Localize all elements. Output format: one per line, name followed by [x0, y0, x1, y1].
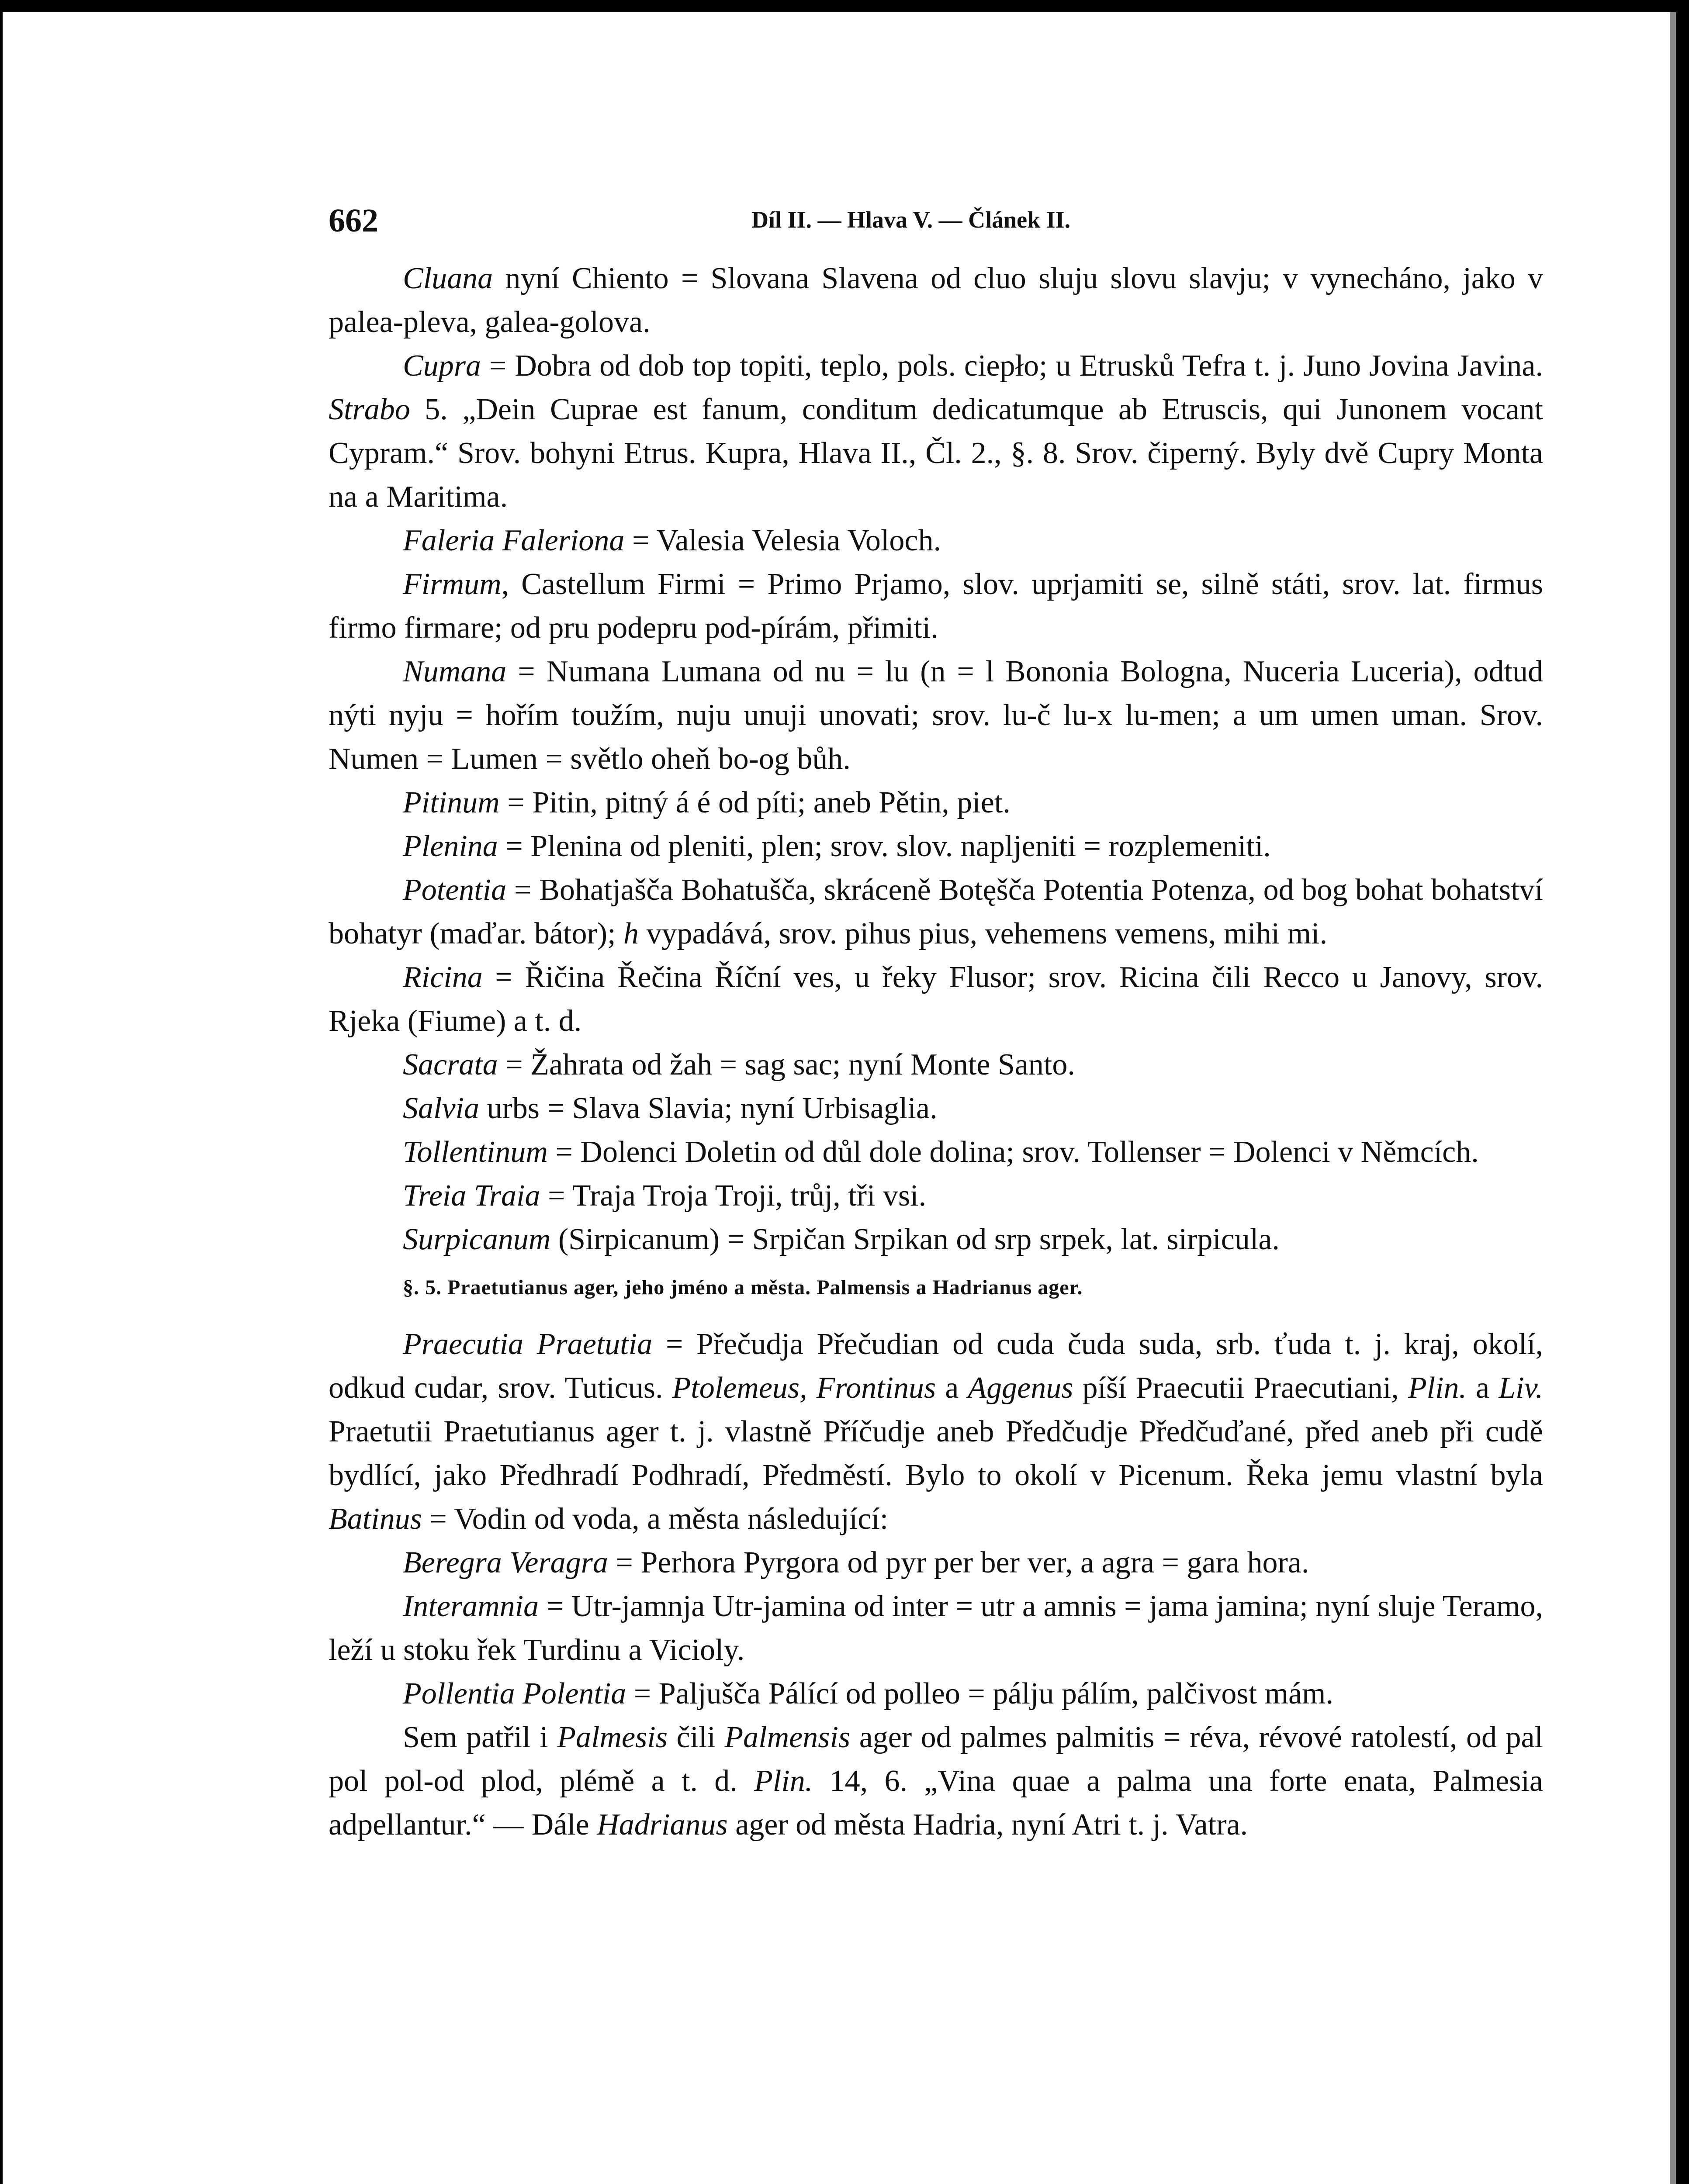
- entry-term: Aggenus: [968, 1371, 1073, 1405]
- entry-term: Pitinum: [403, 786, 500, 819]
- entry-interamnia: [329, 1585, 1543, 1672]
- scan-border-top: [0, 0, 1689, 12]
- entry-text: Sem patřil i: [403, 1721, 557, 1754]
- entry-beregra: [329, 1541, 1543, 1585]
- entry-text: a: [936, 1371, 968, 1405]
- running-head: Díl II. — Hlava V. — Článek II.: [751, 207, 1071, 233]
- entry-term: Beregra Veragra: [403, 1546, 608, 1579]
- entry-text: = Perhora Pyrgora od pyr per ber ver, a agra = gara hora.: [608, 1546, 1309, 1579]
- entry-term: Tollentinum: [403, 1135, 548, 1169]
- entry-sacrata: [329, 1043, 1543, 1087]
- scan-border-shadow: [1670, 12, 1676, 2184]
- page-header: [329, 202, 1543, 237]
- entry-text: (Sirpicanum) = Srpičan Srpikan od srp srpek, lat. sirpicula.: [550, 1223, 1280, 1256]
- entry-term: Palmensis: [724, 1721, 851, 1754]
- entry-term: Surpicanum: [403, 1223, 551, 1256]
- entry-term: Plin.: [754, 1764, 813, 1798]
- entry-text: a: [1467, 1371, 1499, 1405]
- entry-term: Firmum: [403, 567, 502, 601]
- entry-term: Salvia: [403, 1092, 479, 1125]
- entry-text: 14, 6. „Vina quae a palma una forte enata, Palmesia adpellantur.“ — Dále: [329, 1764, 1543, 1842]
- entry-pollentia: [329, 1672, 1543, 1716]
- entry-cluana: [329, 257, 1543, 344]
- entry-pitinum: [329, 781, 1543, 825]
- section-heading: §. 5. Praetutianus ager, jeho jméno a města. Palmensis a Hadrianus ager.: [403, 1276, 1083, 1299]
- entry-text: urbs = Slava Slavia; nyní Urbisaglia.: [479, 1092, 938, 1125]
- entry-surpicanum: [329, 1218, 1543, 1261]
- entry-term: Hadrianus: [597, 1808, 728, 1842]
- entry-plenina: [329, 825, 1543, 868]
- entry-text: píší Praecutii Praecutiani,: [1073, 1371, 1408, 1405]
- entry-text: = Paljušča Pálící od polleo = pálju pálím, palčivost mám.: [626, 1677, 1333, 1711]
- entry-faleria: [329, 519, 1543, 563]
- entry-term: Pollentia Polentia: [403, 1677, 626, 1711]
- body-text: [329, 257, 1543, 1847]
- entry-term: Plin.: [1408, 1371, 1467, 1405]
- entry-text: = Utr-jamnja Utr-jamina od inter = utr a amnis = jama jamina; nyní sluje Teramo, leží u stoku řek Turdinu a Vicioly.: [329, 1590, 1543, 1667]
- entry-salvia: [329, 1087, 1543, 1130]
- entry-tollentinum: [329, 1130, 1543, 1174]
- entry-term: Batinus: [329, 1502, 422, 1536]
- scan-border-left: [0, 0, 3, 2184]
- entry-text: = Žahrata od žah = sag sac; nyní Monte Santo.: [498, 1048, 1075, 1082]
- entry-text: = Dolenci Doletin od důl dole dolina; srov. Tollenser = Dolenci v Němcích.: [547, 1135, 1479, 1169]
- entry-text: = Vodin od voda, a města následující:: [422, 1502, 889, 1536]
- entry-term: Ricina: [403, 961, 483, 994]
- entry-text: = Pitin, pitný á é od píti; aneb Pětin, piet.: [499, 786, 1011, 819]
- entry-text: čili: [667, 1721, 725, 1754]
- entry-term: Sacrata: [403, 1048, 498, 1082]
- entry-term: Interamnia: [403, 1590, 539, 1623]
- entry-cupra: [329, 344, 1543, 519]
- entry-term: h: [623, 917, 639, 950]
- entry-term: Ptolemeus, Frontinus: [672, 1371, 936, 1405]
- entry-text: ager od města Hadria, nyní Atri t. j. Vatra.: [727, 1808, 1248, 1842]
- entry-text: = Plenina od pleniti, plen; srov. slov. napljeniti = rozplemeniti.: [498, 829, 1271, 863]
- entry-potentia: [329, 868, 1543, 956]
- entry-text: = Numana Lumana od nu = lu (n = l Bononia Bologna, Nuceria Luceria), odtud nýti nyju = hořím toužím, nuju unuji unovati; srov. lu-č lu-x lu-men; a um umen uman. Srov. Numen = Lumen = světlo oheň bo-og bůh.: [329, 655, 1543, 776]
- scan-border-right: [1676, 0, 1689, 2184]
- entry-numana: [329, 650, 1543, 781]
- entry-praecutia: [329, 1323, 1543, 1541]
- entry-ricina: [329, 956, 1543, 1043]
- entry-palmensis: [329, 1716, 1543, 1847]
- entry-text: = Dobra od dob top topiti, teplo, pols. ciepło; u Etrusků Tefra t. j. Juno Jovina Javina.: [481, 349, 1543, 383]
- entry-term: Praecutia Praetutia: [403, 1327, 653, 1361]
- entry-term: Plenina: [403, 829, 498, 863]
- entry-term: Liv.: [1499, 1371, 1543, 1405]
- entry-text: Praetutii Praetutianus ager t. j. vlastně Příčudje aneb Předčudje Předčuďané, před aneb při cudě bydlící, jako Předhradí Podhradí, Předměstí. Bylo to okolí v Picenum. Řeka jemu vlastní byla: [329, 1415, 1543, 1492]
- entry-text: ager od palmes palmitis = réva, révové ratolestí, od pal pol pol-od plod, plémě a t. d.: [329, 1721, 1544, 1798]
- entry-text: = Bohatjašča Bohatušča, skráceně Botęšča Potentia Potenza, od bog bohat bohatství bohatyr (maďar. bátor);: [329, 873, 1543, 950]
- entry-term: Potentia: [403, 873, 507, 907]
- entry-text: = Přečudja Přečudian od cuda čuda suda, srb. ťuda t. j. kraj, okolí, odkud cudar, srov. Tuticus.: [329, 1327, 1544, 1405]
- entry-term: Numana: [403, 655, 507, 688]
- entry-text: = Řičina Řečina Říční ves, u řeky Flusor; srov. Ricina čili Recco u Janovy, srov. Rjeka (Fiume) a t. d.: [329, 961, 1543, 1038]
- entry-term: Cupra: [403, 349, 481, 383]
- entry-treia: [329, 1174, 1543, 1218]
- entry-term: Cluana: [403, 262, 493, 295]
- entry-text: 5. „Dein Cuprae est fanum, conditum dedicatumque ab Etruscis, qui Junonem vocant Cypram.“ Srov. bohyni Etrus. Kupra, Hlava II., Čl. 2., §. 8. Srov. čiperný. Byly dvě Cupry Monta na a Maritima.: [329, 393, 1543, 514]
- entry-text: nyní Chiento = Slovana Slavena od cluo sluju slovu slavju; v vynecháno, jako v palea-pleva, galea-golova.: [329, 262, 1543, 339]
- entry-text: vypadává, srov. pihus pius, vehemens vemens, mihi mi.: [639, 917, 1328, 950]
- entry-term: Palmesis: [557, 1721, 668, 1754]
- page-number: 662: [329, 202, 378, 239]
- entry-text: , Castellum Firmi = Primo Prjamo, slov. uprjamiti se, silně státi, srov. lat. firmus firmo firmare; od pru podepru pod-pírám, přimiti.: [329, 567, 1543, 645]
- entry-term: Faleria Faleriona: [403, 524, 625, 557]
- entry-term: Strabo: [329, 393, 410, 426]
- entry-text: = Traja Troja Troji, trůj, tři vsi.: [540, 1179, 927, 1213]
- entry-term: Treia Traia: [403, 1179, 540, 1213]
- entry-text: = Valesia Velesia Voloch.: [624, 524, 941, 557]
- entry-firmum: [329, 563, 1543, 650]
